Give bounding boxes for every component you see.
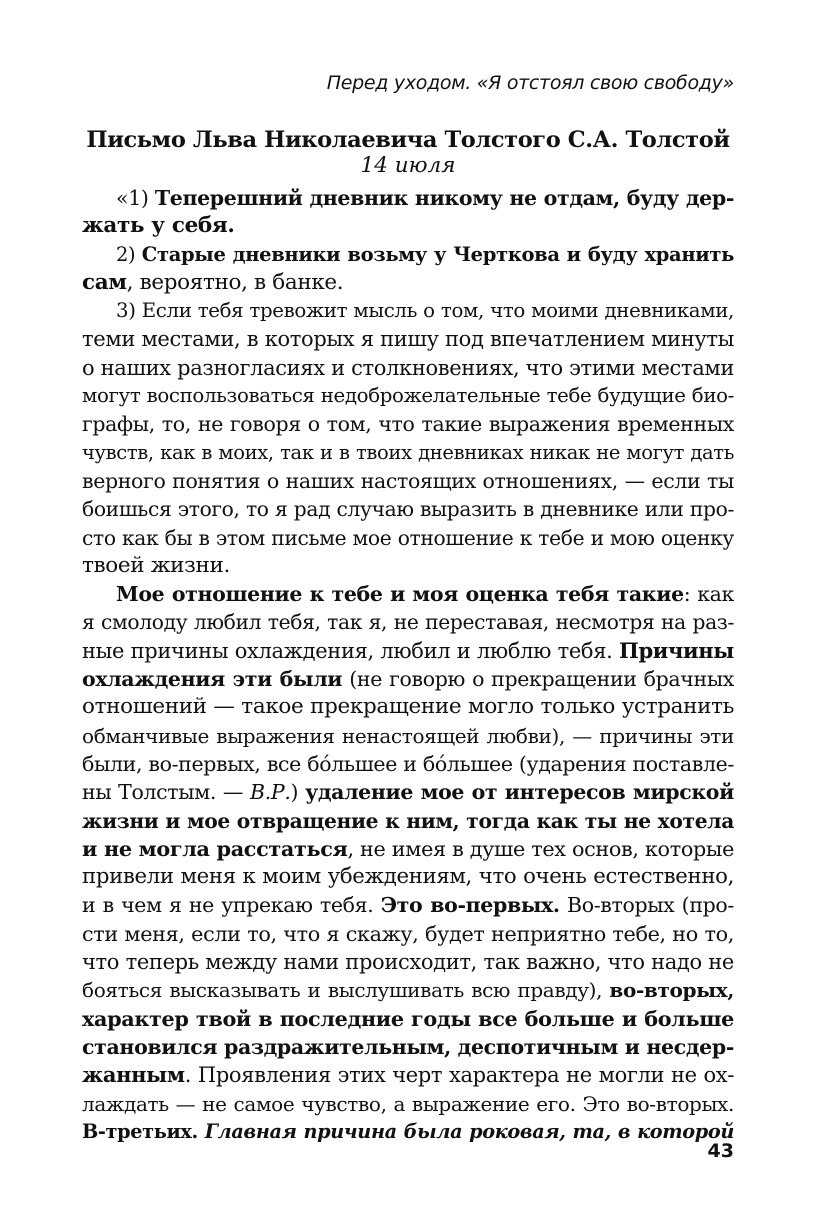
bold-text: сам <box>82 269 127 295</box>
text-line <box>82 693 734 721</box>
text-line <box>82 325 734 353</box>
text-segment: 3) Если тебя тревожит мысль о том, что моими дневниками, <box>116 299 734 323</box>
text-segment: привели меня к моим убеждениям, что очень естественно, <box>82 864 734 890</box>
text-segment: Во-вторых (про- <box>559 893 734 918</box>
text-line <box>82 948 734 976</box>
text-segment: были, во-первых, все бóльшее и бóльшее (ударения поставле- <box>82 751 734 776</box>
text-segment: сто как бы в этом письме мое отношение к тебе и мою оценку <box>82 525 734 550</box>
text-segment: графы, то, не говоря о том, что такие выражения временных <box>82 412 734 437</box>
text-segment: (не говорю о прекращении брачных <box>342 667 734 692</box>
text-line <box>82 920 734 948</box>
bold-text: Мое отношение к тебе и моя оценка тебя такие <box>116 582 684 607</box>
text-line <box>82 439 734 467</box>
text-line <box>82 1061 734 1089</box>
bold-text: Причины <box>618 637 734 663</box>
text-line <box>82 212 734 240</box>
text-segment: ны Толстым. — <box>82 780 250 805</box>
bold-text: характер твой в последние годы все больше и больше <box>82 1006 734 1031</box>
text-line <box>82 241 734 269</box>
bold-text: Теперешний дневник никому не отдам, буду дер- <box>154 186 734 210</box>
text-line <box>82 495 734 523</box>
text-segment: бояться высказывать и выслушивать всю правду), <box>82 978 610 1003</box>
text-segment: : как <box>683 582 734 607</box>
text-line <box>82 608 734 636</box>
text-segment: 2) <box>116 242 142 266</box>
text-line <box>82 382 734 410</box>
text-line <box>82 1118 734 1146</box>
text-segment: , вероятно, в банке. <box>126 269 344 295</box>
text-line <box>82 750 734 778</box>
text-segment: ) <box>290 780 306 805</box>
running-head: Перед уходом. «Я отстоял свою свободу» <box>326 72 734 94</box>
text-line <box>82 891 734 919</box>
text-segment: твоей жизни. <box>82 552 230 578</box>
letter-body <box>82 184 734 1146</box>
text-segment: обманчивые выражения ненастоящей любви), — причины эти <box>82 723 734 748</box>
text-line <box>82 807 734 835</box>
text-segment: лаждать — не самое чувство, а выражение его. Это во-вторых. <box>82 1091 734 1116</box>
text-line <box>82 665 734 693</box>
text-line <box>82 184 734 212</box>
bold-text: Это во-первых. <box>380 893 560 918</box>
bold-text: Старые дневники возьму у Черткова и буду хранить <box>141 242 734 266</box>
bold-text: становился раздражительным, деспотичным и несдер- <box>82 1034 734 1059</box>
text-segment: «1) <box>116 186 155 210</box>
text-segment: боишься этого, то я рад случаю выразить в дневнике или про- <box>82 497 734 522</box>
text-segment: что теперь между нами происходит, так важно, что надо не <box>82 950 734 975</box>
text-segment: . Проявления этих черт характера не могли не ох- <box>184 1063 734 1088</box>
text-segment: верного понятия о наших настоящих отношениях, — если ты <box>82 468 734 493</box>
text-line <box>82 580 734 608</box>
text-line <box>82 410 734 438</box>
text-segment: , не имея в душе тех основ, которые <box>347 836 734 861</box>
bold-text: во-вторых, <box>609 978 734 1003</box>
bold-text: и не могла расстаться <box>82 836 348 861</box>
text-line <box>82 297 734 325</box>
text-line <box>82 637 734 665</box>
page-number: 43 <box>707 1140 734 1162</box>
letter-heading <box>82 126 734 178</box>
text-segment: могут воспользоваться недоброжелательные тебе будущие био- <box>82 384 734 408</box>
text-line <box>82 467 734 495</box>
text-segment: чувств, как в моих, так и в твоих дневниках никак не могут дать <box>82 440 734 464</box>
bold-text: В-третьих. <box>82 1119 205 1143</box>
letter-date: 14 июля <box>360 153 456 178</box>
text-segment: о наших разногласиях и столкновениях, что этими местами <box>82 355 734 380</box>
text-line <box>82 552 734 580</box>
bold-text: удаление мое от интересов мирской <box>305 780 734 805</box>
text-line <box>82 1005 734 1033</box>
bold-text: жать у себя. <box>82 213 235 239</box>
italic-text: В.Р. <box>250 780 291 805</box>
text-line <box>82 524 734 552</box>
bold-text: жизни и мое отвращение к ним, тогда как ты не хотела <box>82 808 734 833</box>
bold-text: Главная причина была роковая, та, в которой <box>204 1119 734 1143</box>
text-line <box>82 1090 734 1118</box>
bold-text: охлаждения эти были <box>82 667 343 692</box>
text-segment: я смолоду любил тебя, так я, не переставая, несмотря на раз- <box>82 610 734 635</box>
letter-title: Письмо Льва Николаевича Толстого С.А. Толстой <box>86 127 730 153</box>
text-segment: ные причины охлаждения, любил и люблю тебя. <box>82 638 619 663</box>
text-line <box>82 722 734 750</box>
text-segment: отношений — такое прекращение могло только устранить <box>82 694 734 720</box>
text-line <box>82 976 734 1004</box>
text-line <box>82 354 734 382</box>
bold-text: жанным <box>82 1062 185 1088</box>
text-line <box>82 778 734 806</box>
text-line <box>82 1033 734 1061</box>
text-line <box>82 269 734 297</box>
text-line <box>82 835 734 863</box>
text-segment: сти меня, если то, что я скажу, будет неприятно тебе, но то, <box>82 921 734 946</box>
text-line <box>82 863 734 891</box>
text-segment: теми местами, в которых я пишу под впечатлением минуты <box>82 327 734 352</box>
text-segment: и в чем я не упрекаю тебя. <box>82 893 381 918</box>
